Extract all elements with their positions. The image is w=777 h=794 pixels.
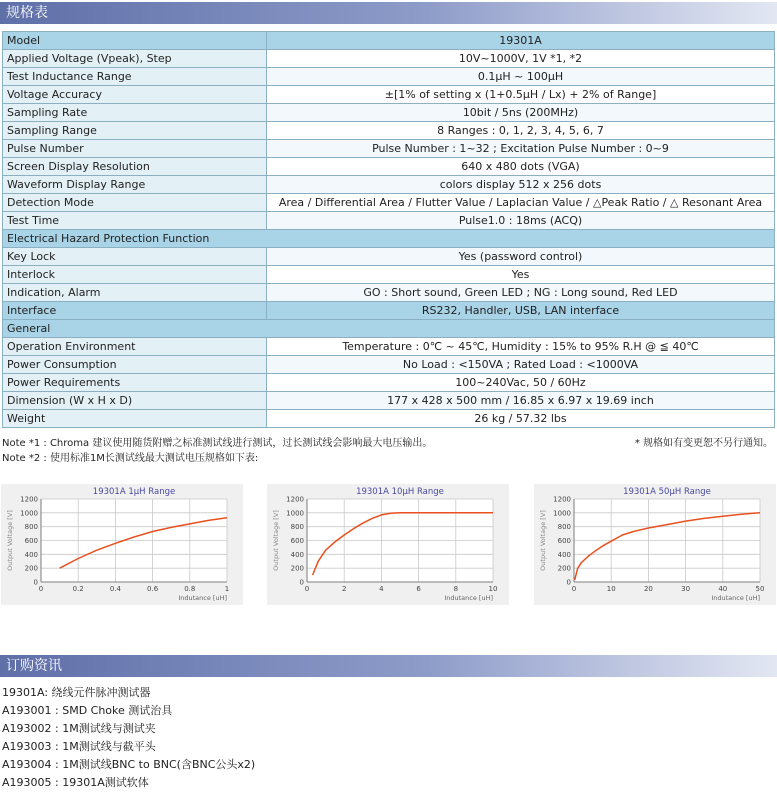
- spec-value: Pulse Number : 1~32 ; Excitation Pulse Number : 0~9: [267, 140, 775, 158]
- y-axis-label: Output Voltage [V]: [6, 510, 14, 571]
- spec-section-header: [0, 2, 777, 24]
- spec-label: Sampling Range: [3, 122, 267, 140]
- spec-row: [3, 68, 775, 86]
- spec-label: Sampling Rate: [3, 104, 267, 122]
- spec-section-label: Electrical Hazard Protection Function: [3, 230, 775, 248]
- spec-label: Key Lock: [3, 248, 267, 266]
- spec-value: 26 kg / 57.32 lbs: [267, 410, 775, 428]
- spec-row: [3, 158, 775, 176]
- y-tick-label: 800: [290, 523, 304, 532]
- spec-row: [3, 410, 775, 428]
- disclaimer-note: * 规格如有变更恕不另行通知。: [634, 438, 773, 449]
- spec-value: 10bit / 5ns (200MHz): [267, 104, 775, 122]
- chart-50uh-svg: [534, 484, 776, 605]
- y-tick-label: 600: [290, 537, 304, 545]
- spec-label: Interlock: [3, 266, 267, 284]
- y-tick-label: 600: [24, 537, 38, 545]
- spec-row: [3, 374, 775, 392]
- y-tick-label: 1000: [286, 509, 304, 518]
- x-tick-label: 50: [755, 585, 765, 593]
- spec-label: Power Consumption: [3, 356, 267, 374]
- y-tick-label: 0: [33, 578, 38, 587]
- y-tick-label: 200: [557, 564, 571, 573]
- spec-row: [3, 176, 775, 194]
- spec-row: [3, 338, 775, 356]
- y-tick-label: 0: [299, 578, 304, 587]
- spec-row: [3, 122, 775, 140]
- chart-50uh-range: [534, 484, 776, 605]
- order-item: 19301A: 绕线元件脉冲测试器: [2, 686, 151, 699]
- y-tick-label: 200: [290, 564, 304, 573]
- spec-row: [3, 32, 775, 50]
- spec-row: [3, 104, 775, 122]
- spec-value: Yes (password control): [267, 248, 775, 266]
- spec-value: Yes: [267, 266, 775, 284]
- spec-label: Dimension (W x H x D): [3, 392, 267, 410]
- spec-label: Detection Mode: [3, 194, 267, 212]
- y-tick-label: 800: [24, 523, 38, 532]
- y-tick-label: 400: [24, 550, 38, 559]
- spec-value: 8 Ranges : 0, 1, 2, 3, 4, 5, 6, 7: [267, 122, 775, 140]
- x-tick-label: 0: [38, 585, 44, 593]
- spec-row: [3, 230, 775, 248]
- x-tick-label: 40: [718, 585, 728, 593]
- spec-section-label: General: [3, 320, 775, 338]
- spec-row: [3, 302, 775, 320]
- chart-1uh-range: [1, 484, 243, 605]
- spec-row: [3, 392, 775, 410]
- spec-row: [3, 266, 775, 284]
- spec-label: Applied Voltage (Vpeak), Step: [3, 50, 267, 68]
- chart-title: 19301A 50μH Range: [623, 487, 711, 497]
- y-tick-label: 600: [557, 537, 571, 545]
- y-tick-label: 0: [566, 578, 571, 587]
- spec-value: ±[1% of setting x (1+0.5μH / Lx) + 2% of Range]: [267, 86, 775, 104]
- x-tick-label: 0.8: [184, 585, 196, 593]
- spec-value: Pulse1.0 : 18ms (ACQ): [267, 212, 775, 230]
- x-tick-label: 6: [416, 585, 421, 593]
- x-tick-label: 0: [571, 585, 577, 593]
- x-axis-label: Indutance [uH]: [178, 594, 227, 602]
- order-item: A193004 : 1M测试线BNC to BNC(含BNC公头x2): [2, 758, 256, 771]
- order-item: A193002 : 1M测试线与测试夹: [2, 722, 156, 735]
- spec-row: [3, 320, 775, 338]
- y-tick-label: 1200: [286, 495, 304, 504]
- y-axis-label: Output Voltage [V]: [539, 510, 547, 571]
- spec-label: Screen Display Resolution: [3, 158, 267, 176]
- note-1: Note *1 : Chroma 建议使用随货附赠之标准测试线进行测试，过长测试线会影响最大电压输出。: [2, 438, 433, 449]
- x-tick-label: 30: [681, 585, 691, 593]
- chart-title: 19301A 10μH Range: [356, 487, 444, 497]
- spec-row: [3, 248, 775, 266]
- spec-label: Voltage Accuracy: [3, 86, 267, 104]
- spec-row: [3, 86, 775, 104]
- x-tick-label: 4: [379, 585, 384, 593]
- y-tick-label: 1000: [20, 509, 38, 518]
- spec-label: Pulse Number: [3, 140, 267, 158]
- spec-label: Power Requirements: [3, 374, 267, 392]
- spec-row: [3, 50, 775, 68]
- y-tick-label: 400: [557, 550, 571, 559]
- spec-value: Area / Differential Area / Flutter Value / Laplacian Value / △Peak Ratio / △ Resonant Area: [267, 194, 775, 212]
- spec-value: Temperature : 0℃ ~ 45℃, Humidity : 15% to 95% R.H @ ≦ 40℃: [267, 338, 775, 356]
- x-tick-label: 0: [304, 585, 310, 593]
- chart-title: 19301A 1μH Range: [92, 487, 176, 497]
- y-tick-label: 200: [24, 564, 38, 573]
- x-tick-label: 0.2: [72, 585, 84, 593]
- spec-value: colors display 512 x 256 dots: [267, 176, 775, 194]
- spec-label: Interface: [3, 302, 267, 320]
- chart-10uh-range: [267, 484, 509, 605]
- spec-row: [3, 356, 775, 374]
- x-tick-label: 2: [341, 585, 347, 593]
- x-tick-label: 20: [643, 585, 653, 593]
- x-tick-label: 0.6: [147, 585, 159, 593]
- spec-row: [3, 212, 775, 230]
- spec-value: 100~240Vac, 50 / 60Hz: [267, 374, 775, 392]
- spec-label: Test Inductance Range: [3, 68, 267, 86]
- spec-row: [3, 194, 775, 212]
- spec-value: No Load : <150VA ; Rated Load : <1000VA: [267, 356, 775, 374]
- spec-section-title: 规格表: [6, 5, 48, 21]
- x-tick-label: 10: [606, 585, 616, 593]
- spec-value: RS232, Handler, USB, LAN interface: [267, 302, 775, 320]
- spec-row: [3, 140, 775, 158]
- order-item: A193003 : 1M测试线与截平头: [2, 740, 156, 753]
- spec-value: 10V~1000V, 1V *1, *2: [267, 50, 775, 68]
- spec-value: 19301A: [267, 32, 775, 50]
- y-tick-label: 1200: [553, 495, 571, 504]
- y-tick-label: 1000: [553, 509, 571, 518]
- order-section-title: 订购资讯: [6, 658, 62, 674]
- spec-value: GO : Short sound, Green LED ; NG : Long sound, Red LED: [267, 284, 775, 302]
- x-tick-label: 10: [488, 585, 498, 593]
- order-item: A193001 : SMD Choke 测试治具: [2, 704, 173, 717]
- x-axis-label: Indutance [uH]: [711, 594, 760, 602]
- spec-value: 0.1μH ~ 100μH: [267, 68, 775, 86]
- spec-row: [3, 284, 775, 302]
- x-tick-label: 8: [453, 585, 459, 593]
- spec-value: 640 x 480 dots (VGA): [267, 158, 775, 176]
- spec-label: Indication, Alarm: [3, 284, 267, 302]
- spec-table: [2, 31, 775, 428]
- spec-value: 177 x 428 x 500 mm / 16.85 x 6.97 x 19.69 inch: [267, 392, 775, 410]
- x-tick-label: 1: [224, 585, 230, 593]
- y-tick-label: 800: [557, 523, 571, 532]
- x-axis-label: Indutance [uH]: [444, 594, 493, 602]
- order-section-header: [0, 655, 777, 677]
- y-tick-label: 400: [290, 550, 304, 559]
- order-item: A193005 : 19301A测试软体: [2, 776, 149, 789]
- chart-1uh-svg: [1, 484, 243, 605]
- y-axis-label: Output Voltage [V]: [272, 510, 280, 571]
- x-tick-label: 0.4: [109, 585, 121, 593]
- chart-10uh-svg: [267, 484, 509, 605]
- spec-label: Weight: [3, 410, 267, 428]
- spec-label: Model: [3, 32, 267, 50]
- note-2: Note *2 : 使用标准1M长测试线最大测试电压规格如下表:: [2, 453, 259, 464]
- y-tick-label: 1200: [20, 495, 38, 504]
- spec-label: Waveform Display Range: [3, 176, 267, 194]
- spec-label: Test Time: [3, 212, 267, 230]
- spec-label: Operation Environment: [3, 338, 267, 356]
